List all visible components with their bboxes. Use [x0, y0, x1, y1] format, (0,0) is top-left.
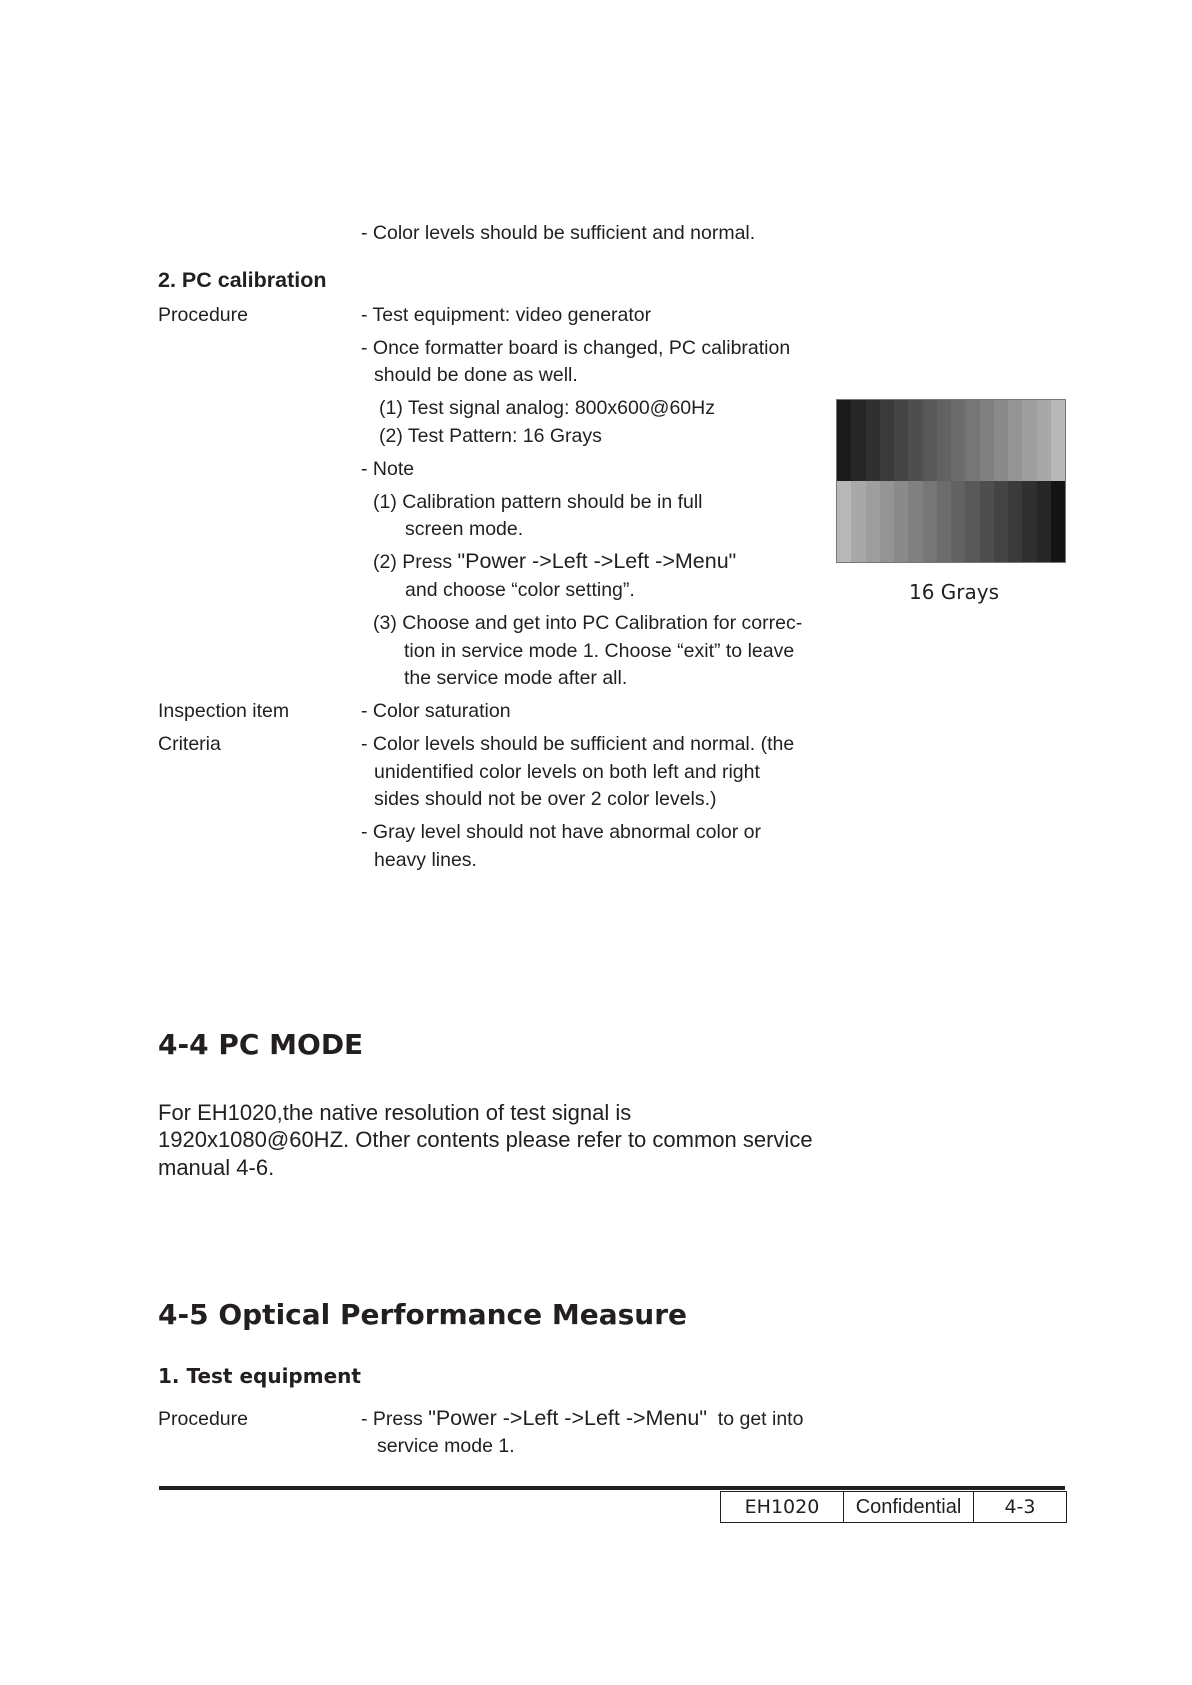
gray-swatch-bottom-4 — [880, 481, 894, 562]
gray-swatch-bottom-8 — [937, 481, 951, 562]
note-2-line-a — [373, 549, 736, 574]
note-2-key-sequence: "Power ->Left ->Left ->Menu" — [457, 549, 737, 573]
gray-swatch-top-13 — [1008, 400, 1022, 481]
gray-swatch-top-6 — [908, 400, 922, 481]
optical-procedure-key-sequence: "Power ->Left ->Left ->Menu" — [428, 1406, 707, 1430]
criteria-line-2: unidentified color levels on both left and right — [374, 761, 760, 783]
gray-swatch-bottom-5 — [894, 481, 908, 562]
note-3-line-a: (3) Choose and get into PC Calibration for correc- — [373, 612, 803, 634]
gray-swatch-bottom-10 — [965, 481, 979, 562]
optical-procedure-label: Procedure — [158, 1408, 248, 1430]
gray-swatch-bottom-1 — [837, 481, 851, 562]
test-equipment-line: - Test equipment: video generator — [361, 304, 652, 326]
criteria-line-3: sides should not be over 2 color levels.) — [374, 788, 717, 810]
pc-mode-line-1: For EH1020,the native resolution of test signal is — [158, 1100, 632, 1125]
footer-confidential: Confidential — [843, 1491, 974, 1523]
gray-swatch-bottom-14 — [1022, 481, 1036, 562]
pc-mode-line-3: manual 4-6. — [158, 1155, 275, 1180]
gray-swatch-top-16 — [1051, 400, 1065, 481]
note-1-line-a: (1) Calibration pattern should be in full — [373, 491, 703, 513]
inspection-item-value: - Color saturation — [361, 700, 511, 722]
optical-procedure-suffix: to get into — [706, 1408, 804, 1430]
note-2-prefix: (2) Press — [373, 551, 458, 573]
test-signal-line: (1) Test signal analog: 800x600@60Hz — [379, 397, 715, 419]
formatter-line-2: should be done as well. — [374, 364, 578, 386]
gray-swatch-top-15 — [1037, 400, 1051, 481]
optical-procedure-line-1 — [361, 1406, 803, 1431]
note-label: - Note — [361, 458, 415, 480]
gray-swatch-bottom-16 — [1051, 481, 1065, 562]
pc-mode-line-2: 1920x1080@60HZ. Other contents please refer to common service — [158, 1127, 813, 1152]
section-title-pc-mode: 4-4 PC MODE — [158, 1028, 364, 1061]
gray-swatch-top-10 — [965, 400, 979, 481]
figure-caption: 16 Grays — [909, 580, 1000, 604]
test-pattern-line: (2) Test Pattern: 16 Grays — [379, 425, 602, 447]
gray-swatch-top-8 — [937, 400, 951, 481]
gray-swatch-top-11 — [980, 400, 994, 481]
gray-swatch-bottom-15 — [1037, 481, 1051, 562]
note-1-line-b: screen mode. — [405, 518, 524, 540]
inspection-item-label: Inspection item — [158, 700, 290, 722]
gray-ramp-dark-to-light — [837, 400, 1065, 481]
gray-swatch-top-1 — [837, 400, 851, 481]
criteria-label: Criteria — [158, 733, 221, 755]
gray-swatch-top-5 — [894, 400, 908, 481]
gray-swatch-top-9 — [951, 400, 965, 481]
gray-swatch-top-7 — [923, 400, 937, 481]
gray-swatch-bottom-3 — [866, 481, 880, 562]
gray-swatch-bottom-9 — [951, 481, 965, 562]
sixteen-grays-pattern — [836, 399, 1066, 563]
footer-page-number: 4-3 — [973, 1491, 1067, 1523]
section-title-optical-performance: 4-5 Optical Performance Measure — [158, 1298, 688, 1331]
footer-model: EH1020 — [720, 1491, 844, 1523]
gray-swatch-top-2 — [851, 400, 865, 481]
criteria-line-4: - Gray level should not have abnormal color or — [361, 821, 761, 843]
section-title-pc-calibration: 2. PC calibration — [158, 268, 327, 292]
gray-swatch-top-14 — [1022, 400, 1036, 481]
optical-procedure-line-2: service mode 1. — [377, 1435, 515, 1457]
gray-ramp-light-to-dark — [837, 481, 1065, 562]
criteria-line-1: - Color levels should be sufficient and normal. (the — [361, 733, 795, 755]
gray-swatch-bottom-2 — [851, 481, 865, 562]
procedure-label: Procedure — [158, 304, 248, 326]
gray-swatch-bottom-13 — [1008, 481, 1022, 562]
gray-swatch-bottom-6 — [908, 481, 922, 562]
note-3-line-b: tion in service mode 1. Choose “exit” to leave — [404, 640, 795, 662]
optical-procedure-prefix: - Press — [361, 1408, 429, 1430]
test-equipment-subtitle: 1. Test equipment — [158, 1364, 361, 1388]
gray-swatch-top-12 — [994, 400, 1008, 481]
criteria-line-5: heavy lines. — [374, 849, 477, 871]
formatter-line-1: - Once formatter board is changed, PC calibration — [361, 337, 791, 359]
footer-rule — [159, 1486, 1065, 1490]
note-2-line-b: and choose “color setting”. — [405, 579, 635, 601]
intro-line: - Color levels should be sufficient and normal. — [361, 222, 756, 244]
gray-swatch-bottom-7 — [923, 481, 937, 562]
gray-swatch-bottom-11 — [980, 481, 994, 562]
gray-swatch-bottom-12 — [994, 481, 1008, 562]
gray-swatch-top-3 — [866, 400, 880, 481]
gray-swatch-top-4 — [880, 400, 894, 481]
note-3-line-c: the service mode after all. — [404, 667, 628, 689]
